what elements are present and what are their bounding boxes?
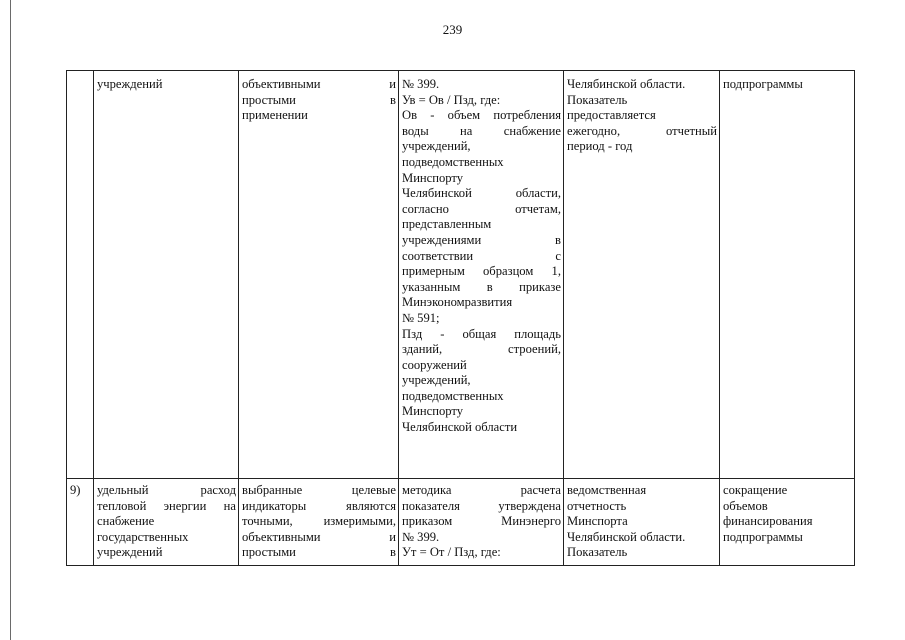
criteria-line: точными, измеримыми,	[242, 514, 396, 529]
method-line: подведомственных	[402, 154, 504, 169]
source-line: отчетность	[567, 498, 627, 513]
method-line: Минспорту	[402, 404, 464, 419]
method-line: зданий, строений,	[402, 342, 561, 357]
method-line: представленным	[402, 217, 492, 232]
method-line: № 399.	[402, 77, 440, 91]
method-line: согласно отчетам,	[402, 201, 561, 216]
method-line: методика расчета	[402, 483, 561, 497]
source-line: предоставляется	[567, 108, 656, 123]
method-line: Минэкономразвития	[402, 295, 513, 310]
cell-method	[399, 71, 564, 479]
indicator-line: снабжение	[97, 514, 155, 529]
source-line: Челябинской области.	[567, 529, 686, 544]
table-row	[67, 71, 855, 479]
source-line: Показатель	[567, 92, 628, 107]
criteria-line: выбранные целевые	[242, 483, 396, 497]
cell-criteria	[239, 71, 399, 479]
indicator-table	[66, 70, 855, 566]
method-line: Челябинской области	[402, 420, 518, 435]
indicator-line: государственных	[97, 529, 189, 544]
criteria-line: применении	[242, 108, 308, 123]
table-row	[67, 479, 855, 566]
criteria-line: объективными и	[242, 77, 396, 91]
source-line: Челябинской области.	[567, 77, 686, 91]
method-line: Ув = Ов / Пзд, где:	[402, 92, 501, 107]
criteria-line: объективными и	[242, 529, 396, 544]
method-line: Ут = От / Пзд, где:	[402, 545, 501, 560]
cell-consequence	[720, 479, 855, 566]
method-line: учреждениями в	[402, 232, 561, 247]
source-line: Показатель	[567, 545, 628, 560]
criteria-line: простыми в	[242, 545, 396, 560]
method-line: Челябинской области,	[402, 186, 561, 201]
source-line: ведомственная	[567, 483, 647, 497]
cell-source	[564, 71, 720, 479]
cell-number	[67, 479, 94, 566]
indicator-line: удельный расход	[97, 483, 236, 497]
indicator-line: учреждений	[97, 545, 163, 560]
cell-source	[564, 479, 720, 566]
method-line: учреждений,	[402, 139, 471, 154]
row-number: 9)	[70, 483, 81, 497]
source-line: ежегодно, отчетный	[567, 123, 717, 138]
method-line: примерным образцом 1,	[402, 264, 561, 279]
source-line: период - год	[567, 139, 633, 154]
method-line: соответствии с	[402, 248, 561, 263]
consequence-line: объемов	[723, 498, 768, 513]
method-line: показателя утверждена	[402, 498, 561, 513]
consequence-line: подпрограммы	[723, 77, 803, 91]
method-line: подведомственных	[402, 388, 504, 403]
method-line: Ов - объем потребления	[402, 108, 561, 123]
cell-indicator	[94, 479, 239, 566]
source-line: Минспорта	[567, 514, 628, 529]
method-line: № 591;	[402, 310, 440, 325]
cell-indicator	[94, 71, 239, 479]
method-line: № 399.	[402, 529, 440, 544]
criteria-line: простыми в	[242, 92, 396, 107]
indicator-line: тепловой энергии на	[97, 498, 236, 513]
consequence-line: подпрограммы	[723, 529, 803, 544]
criteria-line: индикаторы являются	[242, 498, 396, 513]
consequence-line: финансирования	[723, 514, 813, 529]
method-line: учреждений,	[402, 373, 471, 388]
method-line: Пзд - общая площадь	[402, 326, 561, 341]
cell-method	[399, 479, 564, 566]
page-left-edge	[10, 0, 11, 640]
method-line: воды на снабжение	[402, 123, 561, 138]
cell-number	[67, 71, 94, 479]
cell-consequence	[720, 71, 855, 479]
method-line: сооружений	[402, 357, 467, 372]
method-line: приказом Минэнерго	[402, 514, 561, 529]
page-number: 239	[442, 22, 463, 37]
consequence-line: сокращение	[723, 483, 788, 497]
method-line: указанным в приказе	[402, 279, 561, 294]
cell-criteria	[239, 479, 399, 566]
method-line: Минспорту	[402, 170, 464, 185]
indicator-line: учреждений	[97, 77, 163, 91]
